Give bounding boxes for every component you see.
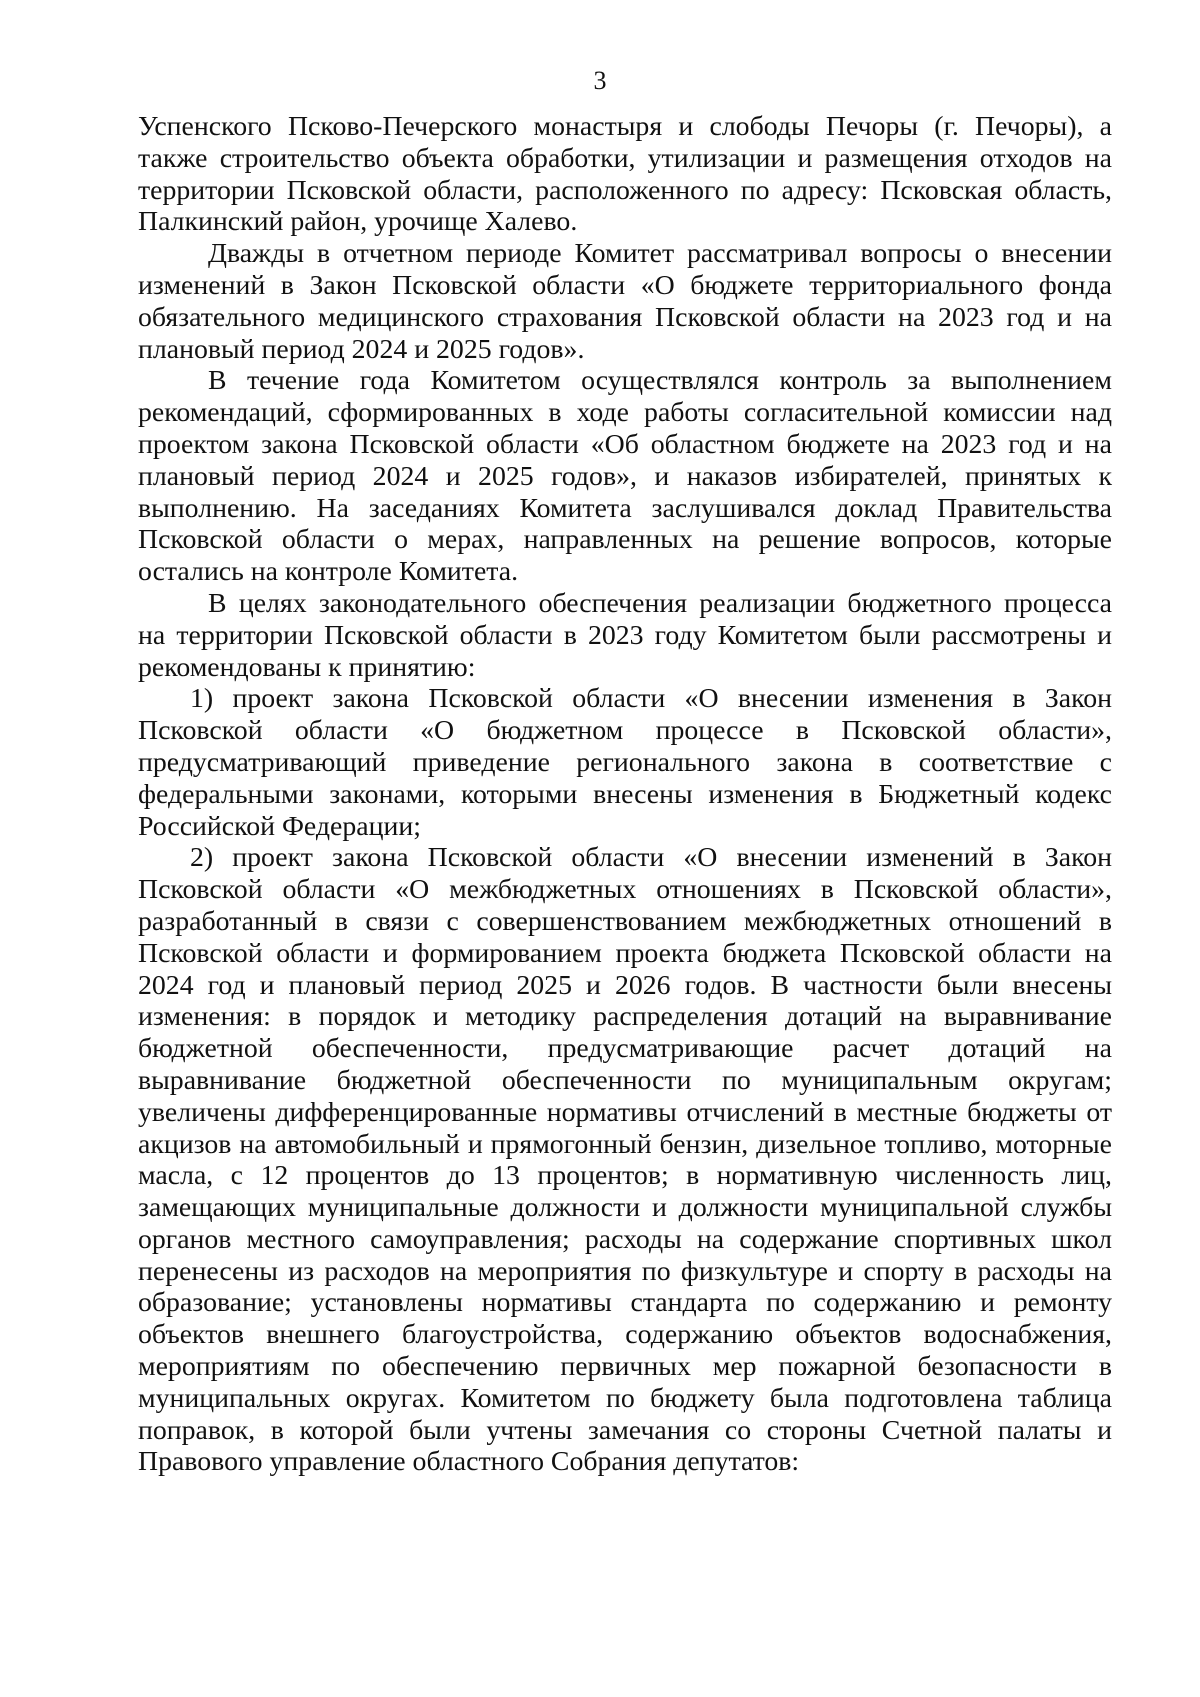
paragraph-control-recommendations: В течение года Комитетом осуществлялся контроль за выполнением рекомендаций, сформированных в ходе работы согласительной комиссии над проектом закона Псковской области «Об областном бюджете на 2023 год и на плановый период 2024 и 2025 годов», и наказов избирателей, принятых к выполнению. На заседаниях Комитета заслушивался доклад Правительства Псковской области о мерах, направленных на решение вопросов, которые остались на контроле Комитета.: [138, 365, 1112, 588]
list-item-budget-process-law: 1) проект закона Псковской области «О внесении изменения в Закон Псковской области «О бюджетном процессе в Псковской области», предусматривающий приведение регионального закона в соответствие с федеральными законами, которыми внесены изменения в Бюджетный кодекс Российской Федерации;: [138, 683, 1112, 842]
page-number: 3: [593, 66, 607, 95]
document-body: [138, 111, 1112, 1478]
paragraph-continuation: Успенского Псково-Печерского монастыря и слободы Печоры (г. Печоры), а также строительство объекта обработки, утилизации и размещения отходов на территории Псковской области, расположенного по адресу: Псковская область, Палкинский район, урочище Халево.: [138, 111, 1112, 238]
list-item-interbudget-relations-law: 2) проект закона Псковской области «О внесении изменений в Закон Псковской области «О межбюджетных отношениях в Псковской области», разработанный в связи с совершенствованием межбюджетных отношений в Псковской области и формированием проекта бюджета Псковской области на 2024 год и плановый период 2025 и 2026 годов. В частности были внесены изменения: в порядок и методику распределения дотаций на выравнивание бюджетной обеспеченности, предусматривающие расчет дотаций на выравнивание бюджетной обеспеченности по муниципальным округам; увеличены дифференцированные нормативы отчислений в местные бюджеты от акцизов на автомобильный и прямогонный бензин, дизельное топливо, моторные масла, с 12 процентов до 13 процентов; в нормативную численность лиц, замещающих муниципальные должности и должности муниципальной службы органов местного самоуправления; расходы на содержание спортивных школ перенесены из расходов на мероприятия по физкультуре и спорту в расходы на образование; установлены нормативы стандарта по содержанию и ремонту объектов внешнего благоустройства, содержанию объектов водоснабжения, мероприятиям по обеспечению первичных мер пожарной безопасности в муниципальных округах. Комитетом по бюджету была подготовлена таблица поправок, в которой были учтены замечания со стороны Счетной палаты и Правового управление областного Собрания депутатов:: [138, 842, 1112, 1478]
paragraph-legislative-support: В целях законодательного обеспечения реализации бюджетного процесса на территории Псковской области в 2023 году Комитетом были рассмотрены и рекомендованы к принятию:: [138, 587, 1112, 683]
paragraph-tfoms-budget: Дважды в отчетном периоде Комитет рассматривал вопросы о внесении изменений в Закон Псковской области «О бюджете территориального фонда обязательного медицинского страхования Псковской области на 2023 год и на плановый период 2024 и 2025 годов».: [138, 238, 1112, 365]
